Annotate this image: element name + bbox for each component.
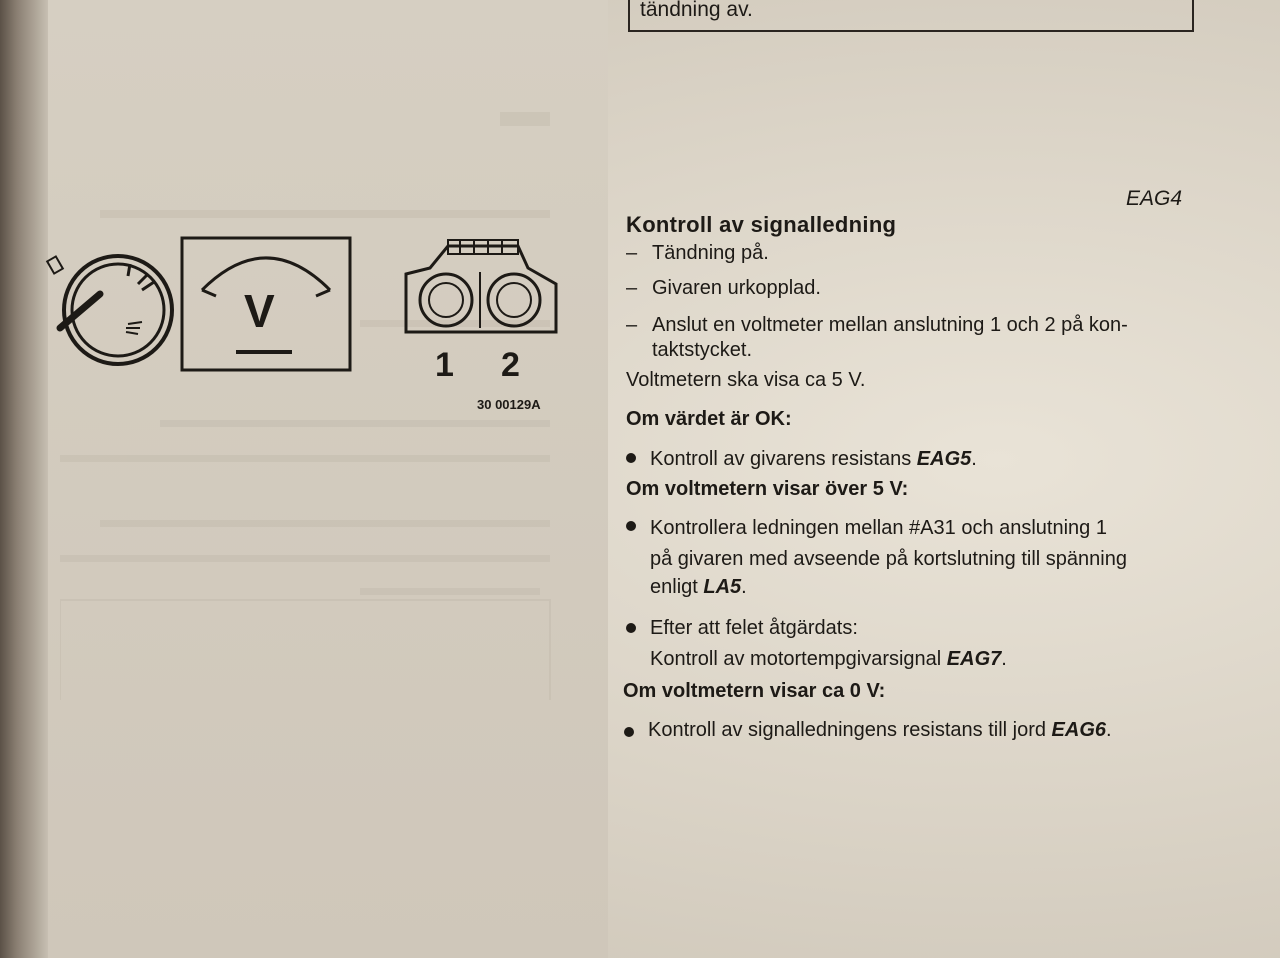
step-3-continued: taktstycket.: [652, 339, 753, 361]
bullet: [624, 727, 634, 737]
case-over-label: Om voltmetern visar över 5 V:: [626, 478, 909, 500]
meter-symbol: V: [244, 285, 275, 337]
case-over-item1-line2: på givaren med avseende på kortslutning till spänning: [650, 548, 1127, 570]
case-over-item2-line1: Efter att felet åtgärdats:: [650, 617, 858, 639]
case-zero-label: Om voltmetern visar ca 0 V:: [623, 680, 886, 702]
pin-1-label: 1: [435, 346, 454, 384]
case-over-item2-line2: [650, 648, 1007, 671]
case-zero-item-text: Kontroll av signalledningens resistans till jord: [648, 719, 1052, 741]
case-over-item2-ref: EAG7: [946, 648, 1002, 670]
case-ok-item: [650, 448, 977, 471]
step-1-text: Tändning på.: [652, 242, 769, 264]
pin-2-label: 2: [501, 346, 520, 384]
case-over-item1-line1: Kontrollera ledningen mellan #A31 och anslutning 1: [650, 517, 1107, 539]
bullet: [626, 623, 636, 633]
bullet: [626, 521, 636, 531]
case-zero-item: [648, 719, 1112, 742]
book-gutter: [0, 0, 48, 958]
section-code: EAG4: [1126, 187, 1183, 210]
step-2-text: Givaren urkopplad.: [652, 277, 821, 299]
case-over-item2-end: .: [1001, 648, 1007, 670]
step-3-text: Anslut en voltmeter mellan anslutning 1 och 2 på kon-: [652, 314, 1128, 336]
expected-result: Voltmetern ska visa ca 5 V.: [626, 369, 866, 391]
case-ok-label: Om värdet är OK:: [626, 408, 792, 430]
case-over-item1-ref: LA5: [703, 576, 742, 598]
case-ok-ref: EAG5: [916, 448, 972, 470]
step-3: – Anslut en voltmeter mellan anslutning 1 och 2 på kon-: [626, 314, 1128, 336]
ignition-switch-icon: [47, 256, 172, 364]
case-zero-end: .: [1106, 719, 1112, 741]
case-over-item1-line3-text: enligt: [650, 576, 704, 598]
bullet: [626, 453, 636, 463]
step-2: – Givaren urkopplad.: [626, 277, 821, 299]
case-ok-end: .: [971, 448, 977, 470]
case-zero-ref: EAG6: [1051, 719, 1107, 741]
figure-code: 30 00129A: [477, 397, 541, 412]
case-over-item1-end: .: [741, 576, 747, 598]
case-over-item1-line3: [650, 576, 747, 599]
connector-icon: [406, 240, 556, 332]
top-box-text: tändning av.: [640, 0, 753, 21]
measurement-figure: [30, 228, 570, 398]
top-info-box: [628, 0, 1194, 32]
section-heading: Kontroll av signalledning: [626, 212, 897, 237]
case-ok-item-text: Kontroll av givarens resistans: [650, 448, 917, 470]
case-over-item2-line2-text: Kontroll av motortempgivarsignal: [650, 648, 947, 670]
step-1: – Tändning på.: [626, 242, 769, 264]
